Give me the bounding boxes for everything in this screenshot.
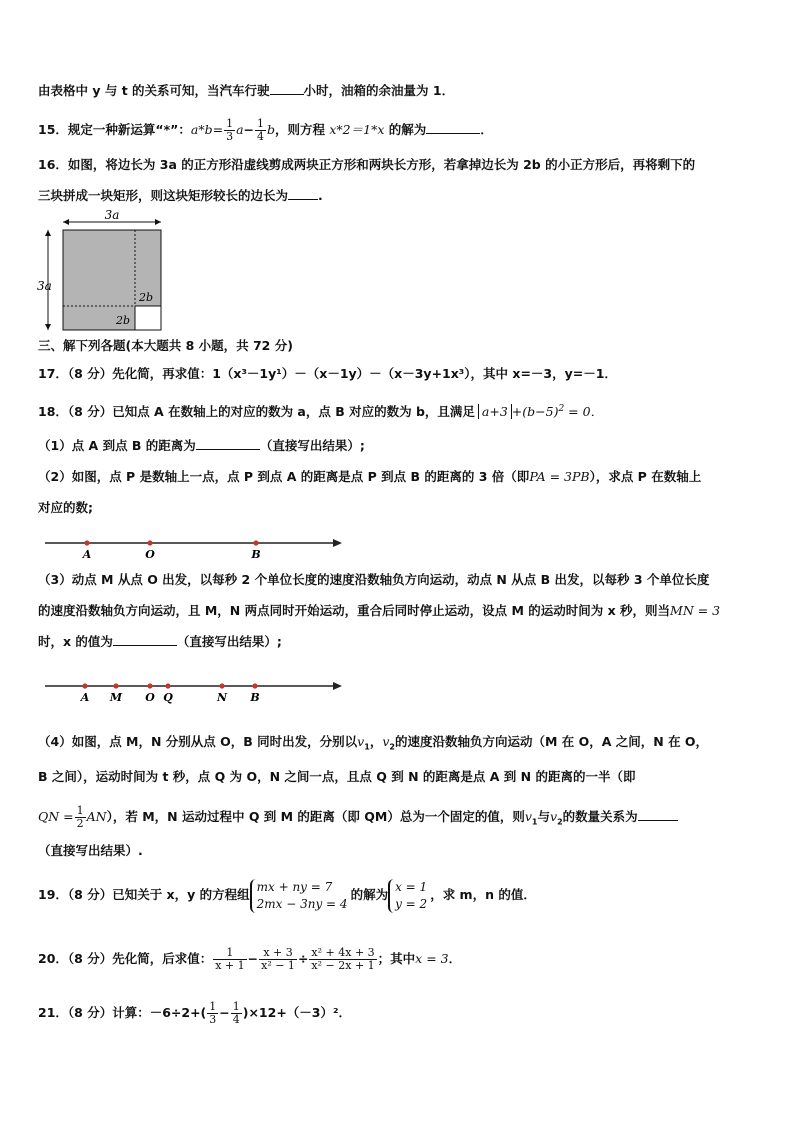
question-18-stem — [38, 400, 603, 421]
answer-blank[interactable] — [638, 808, 678, 821]
point-N-dot — [219, 683, 224, 688]
q15-num: 15． — [38, 122, 68, 137]
square-cut-figure — [34, 208, 174, 336]
q18-part4-line3 — [38, 805, 678, 832]
q15-a-var: a — [236, 122, 244, 137]
point-O-label: O — [145, 548, 155, 561]
number-line-1 — [40, 535, 350, 561]
q20-x-value: x = 3 — [415, 951, 449, 966]
q21-post: )×12+（－3）²． — [242, 1005, 351, 1020]
q19-post: ，求 m，n 的值． — [430, 887, 536, 902]
point-O-label: O — [145, 691, 155, 704]
question-20 — [38, 944, 461, 974]
q18-p4-line3-text: ），若 M，N 运动过程中 Q 到 M 的距离（即 QM）总为一个固定的值，则 — [106, 809, 525, 824]
answer-blank[interactable] — [196, 437, 260, 450]
question-19 — [38, 876, 536, 914]
point-M-label: M — [109, 691, 123, 704]
q18-part4-line2: B 之间），运动时间为 t 秒，点 Q 为 O，N 之间一点，且点 Q 到 N 的距离是点 A 到 N 的距离的一半（即 — [38, 769, 636, 784]
q19-mid: 的解为 — [350, 887, 389, 902]
answer-blank[interactable] — [270, 82, 304, 95]
solution-system: x = 1 y = 2 — [388, 879, 430, 913]
q18-part3-line2 — [38, 602, 720, 620]
axis-arrow — [333, 682, 342, 690]
point-A-label: A — [82, 548, 92, 561]
q18-p3-line3-text: 时，x 的值为 — [38, 634, 113, 649]
answer-blank[interactable] — [288, 187, 318, 200]
q19-text: 19．（8 分）已知关于 x，y 的方程组 — [38, 887, 250, 902]
q20-end: ． — [448, 951, 462, 966]
q18-p2-formula: PA = 3PB — [529, 469, 590, 484]
inner-label-2b: 2b — [139, 291, 154, 304]
v2-subscript: 2 — [557, 817, 563, 827]
q18-p2-text: （2）如图，点 P 是数轴上一点，点 P 到点 A 的距离是点 P 到点 B 的距离的 3 倍（即 — [38, 469, 530, 484]
bottom-label-2b: 2b — [116, 314, 131, 327]
q18-abs-expr: a+3 — [478, 404, 512, 419]
q18-p4-text: （4）如图，点 M，N 分别从点 O，B 同时出发，分别以 — [38, 734, 358, 749]
q18-stem-text: 18．（8 分）已知点 A 在数轴上的对应的数为 a，点 B 对应的数为 b，且满足 — [38, 404, 475, 420]
q18-p4-and: 与 — [537, 809, 551, 824]
q15-minus: − — [243, 122, 254, 137]
question-15 — [38, 118, 493, 143]
q18-square-expr: (b−5) — [522, 404, 559, 420]
q18-plus: + — [511, 404, 523, 420]
v1-subscript: 1 — [531, 817, 538, 827]
q15-text-c: 的解为 — [384, 122, 427, 137]
point-B-label: B — [250, 691, 260, 704]
q15-frac2: $\frac{1}{4}$ — [257, 117, 264, 143]
q18-part2-line1 — [38, 468, 701, 486]
q15-end: ． — [480, 122, 493, 137]
q21-frac2: $\frac{1}{4}$ — [232, 1000, 240, 1026]
q18-part4-line4: （直接写出结果）. — [38, 843, 143, 858]
point-O-dot — [147, 540, 152, 545]
q20-post: ；其中 — [377, 951, 416, 966]
point-A-dot — [84, 540, 89, 545]
q21-text: 21．（8 分）计算：－6÷2+( — [38, 1005, 207, 1020]
q15-b-var: b — [267, 122, 276, 137]
question-16-line1: 16．如图，将边长为 3a 的正方形沿虚线剪成两块正方形和两块长方形，若拿掉边长为 2b 的小正方形后，再将剩下的 — [38, 157, 696, 172]
q18-p4-line3-post: 的数量关系为 — [562, 809, 638, 824]
answer-blank[interactable] — [113, 633, 177, 646]
point-N-label: N — [216, 691, 228, 704]
v1-symbol: v — [524, 809, 532, 824]
q18-p4-sep: ， — [369, 734, 383, 749]
question-21 — [38, 998, 351, 1028]
section-3-title: 三、解下列各题(本大题共 8 小题，共 72 分) — [38, 338, 293, 353]
q20-frac2: $\frac{x + 3}{\text{x² − 1}}$ — [261, 946, 295, 972]
an-symbol: AN — [86, 809, 107, 824]
q18-eq-zero: = 0． — [564, 404, 604, 420]
point-A-dot — [82, 683, 87, 688]
q18-p1-post: （直接写出结果）; — [259, 438, 365, 453]
number-line-2 — [40, 678, 350, 704]
point-Q-label: Q — [163, 691, 173, 704]
q21-frac1: $\frac{1}{3}$ — [209, 1000, 217, 1026]
q18-part3-line3 — [38, 633, 282, 651]
q18-p3-formula: MN = 3 — [670, 603, 721, 618]
point-Q-dot — [165, 683, 170, 688]
axis-arrow — [333, 539, 342, 547]
q20-div: ÷ — [297, 951, 309, 966]
q15-text-a: 规定一种新运算“*”： — [67, 122, 191, 137]
q21-minus: − — [219, 1005, 230, 1020]
q15-equation: x*2＝1*x — [329, 122, 385, 137]
v2-symbol: v — [382, 734, 390, 749]
point-A-label: A — [80, 691, 90, 704]
point-B-dot — [253, 540, 258, 545]
point-M-dot — [113, 683, 118, 688]
q18-part2-line2: 对应的数; — [38, 500, 93, 515]
q18-exponent: 2 — [558, 404, 565, 414]
v1-subscript: 1 — [364, 742, 370, 752]
q20-frac3: $\frac{\text{x² + 4x + 3}}{\text{x² − 2x + 1}}$ — [311, 946, 375, 972]
q18-p3-post: （直接写出结果）; — [176, 634, 282, 649]
left-label: 3a — [37, 279, 52, 293]
half-fraction: $\frac{1}{2}$ — [76, 804, 84, 830]
question-16-line2 — [38, 187, 323, 205]
question-17: 17．（8 分）先化简，再求值：1（x³－1y¹）－（x－1y）－（x－3y+1x³），其中 x=－3，y=－1． — [38, 366, 617, 381]
v2-subscript: 2 — [389, 742, 395, 752]
removed-small-square — [135, 306, 161, 330]
q18-p1-text: （1）点 A 到点 B 的距离为 — [38, 438, 196, 453]
q18-part3-line1: （3）动点 M 从点 O 出发，以每秒 2 个单位长度的速度沿数轴负方向运动，动点 N 从点 B 出发，以每秒 3 个单位长度 — [38, 572, 710, 587]
qn-formula: QN = — [38, 809, 74, 824]
v2-symbol: v — [550, 809, 558, 824]
q15-text-b: ，则方程 — [275, 122, 330, 137]
v1-symbol: v — [357, 734, 365, 749]
q18-part4-line1 — [38, 733, 708, 757]
q15-expr: a*b= — [190, 122, 224, 137]
line-top-post: 小时，油箱的余油量为 1． — [303, 83, 455, 98]
point-B-label: B — [251, 548, 261, 561]
q16-line2-text: 三块拼成一块矩形，则这块矩形较长的边长为 — [38, 188, 289, 203]
q18-p2-post: ），求点 P 在数轴上 — [589, 469, 702, 484]
q18-part1 — [38, 437, 365, 455]
answer-blank[interactable] — [426, 121, 480, 134]
q20-minus: − — [247, 951, 259, 966]
point-B-dot — [252, 683, 257, 688]
line-top — [38, 82, 454, 100]
top-label: 3a — [104, 208, 120, 222]
equation-system: mx + ny = 7 2mx − 3ny = 4 — [250, 879, 351, 913]
q20-frac1: $\frac{1}{x + 1}$ — [215, 946, 245, 972]
q18-p4-post: 的速度沿数轴负方向运动（M 在 O，A 之间，N 在 O， — [394, 734, 709, 749]
q15-frac1: $\frac{1}{3}$ — [226, 117, 234, 143]
point-O-dot — [147, 683, 152, 688]
q20-text: 20．（8 分）先化简，后求值： — [38, 951, 213, 966]
q16-end: . — [318, 188, 323, 203]
q18-p3-text: 的速度沿数轴负方向运动，且 M，N 两点同时开始运动，重合后同时停止运动，设点 M 的运动时间为 x 秒，则当 — [38, 603, 671, 618]
line-top-pre: 由表格中 y 与 t 的关系可知，当汽车行驶 — [38, 83, 270, 98]
